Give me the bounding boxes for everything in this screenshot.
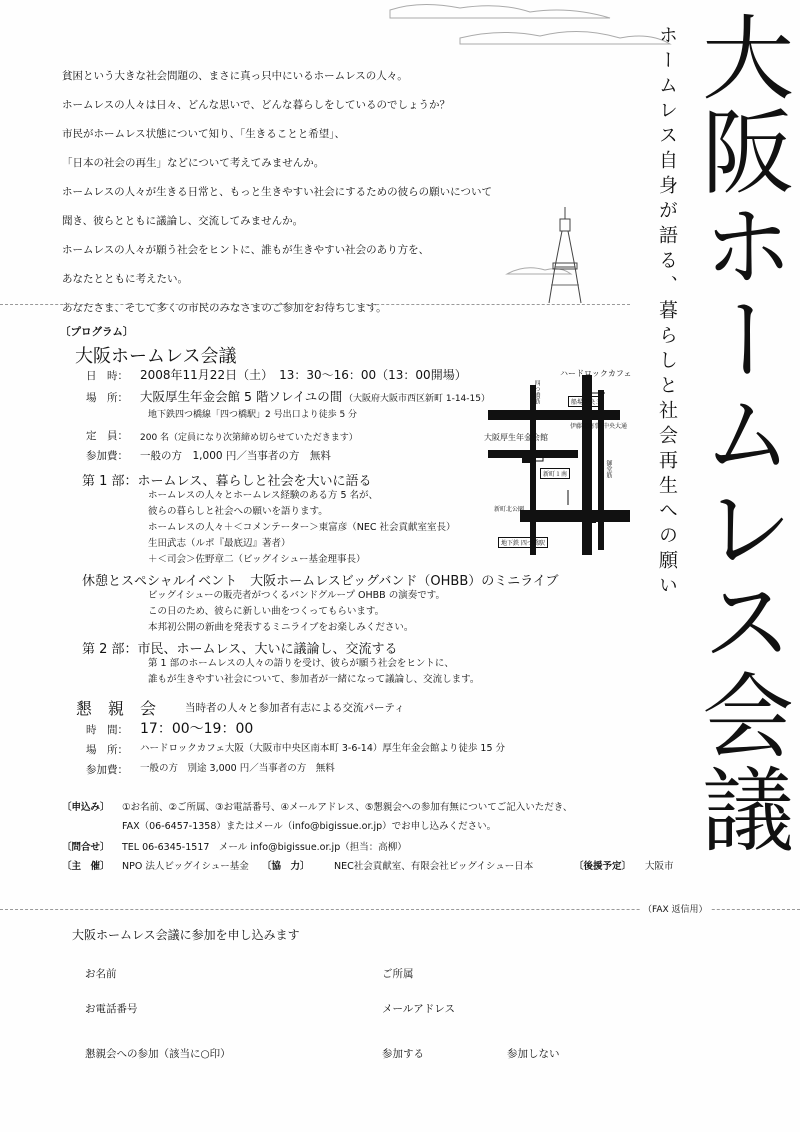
map-hall: 大阪厚生年金会館 (484, 433, 548, 442)
text-line: 本邦初公開の新曲を発表するミニライブをお楽しみください。 (148, 622, 414, 633)
text-line: この日のため、彼らに新しい曲をつくってもらいます。 (148, 606, 385, 617)
main-title: 大阪ホームレス会議 (687, 10, 794, 856)
intro-line: 聞き、彼らとともに議論し、交流してみませんか。 (62, 215, 304, 227)
break-title: 休憩とスペシャルイベント 大阪ホームレスビッグバンド（OHBB）のミニライブ (82, 574, 559, 589)
inquiry-label: 〔問合せ〕 (62, 842, 110, 853)
clouds-illustration (380, 0, 680, 70)
fax-tag: （FAX 返信用） (640, 902, 711, 915)
host-value: NPO 法人ビッグイシュー基金 (122, 861, 249, 872)
map-ito: 伊藤忠商事 (570, 423, 601, 430)
part2-title: 第 2 部：市民、ホームレス、大いに議論し、交流する (82, 642, 398, 657)
coop-value: NEC社会貢献室、有限会社ビッグイシュー日本 (334, 861, 534, 872)
text-line: 生田武志（ルポ『最底辺』著者） (148, 538, 291, 549)
support-label: 〔後援予定〕 (574, 861, 632, 872)
party-time-label: 時 間： (86, 724, 128, 736)
map-shinmachi: 新町１南 (540, 468, 570, 479)
text-line: ホームレスの人々とホームレス経験のある方 5 名が、 (148, 490, 379, 501)
text-line: ビッグイシューの販売者がつくるバンドグループ OHBB の演奏です。 (148, 590, 445, 601)
date-value: 2008年11月22日（土） 13：30〜16：00（13：00開場） (140, 368, 467, 382)
map-midosuji: 御堂筋 (605, 460, 612, 478)
intro-line: あなたとともに考えたい。 (62, 273, 188, 285)
tower-illustration (545, 205, 585, 305)
text-line: 彼らの暮らしと社会への願いを語ります。 (148, 506, 328, 517)
apply-line2: FAX（06-6457-1358）またはメール（info@bigissue.or.jp）でお申し込みください。 (122, 821, 497, 832)
part1-body (148, 488, 455, 568)
intro-line: ホームレスの人々が願う社会をヒントに、誰もが生きやすい社会のあり方を、 (62, 244, 430, 256)
party-place-value: ハードロックカフェ大阪（大阪市中央区南本町 3-6-14）厚生年金会館より徒歩 15 分 (140, 743, 506, 754)
host-label: 〔主 催〕 (62, 861, 110, 872)
form-heading: 大阪ホームレス会議に参加を申し込みます (72, 928, 300, 942)
apply-line1: ①お名前、②ご所属、③お電話番号、④メールアドレス、⑤懇親会への参加有無についてご記入いただき、 (122, 802, 573, 813)
date-label: 日 時： (86, 370, 128, 382)
place-value: 大阪厚生年金会館 5 階ソレイユの間 (140, 389, 343, 404)
map-yotsuhashi: 四つ橋筋 (533, 380, 540, 404)
intro-line: ホームレスの人々は日々、どんな思いで、どんな暮らしをしているのでしょうか？ (62, 99, 450, 111)
coop-label: 〔協 力〕 (262, 861, 310, 872)
program-label: 〔プログラム〕 (60, 326, 134, 338)
map-funaba: 船場中央３ (568, 396, 604, 407)
part1-title: 第 1 部：ホームレス、暮らしと社会を大いに語る (82, 474, 372, 489)
apply-label: 〔申込み〕 (62, 802, 110, 813)
text-line: ホームレスの人々＋＜コメンテーター＞東富彦（NEC 社会貢献室室長） (148, 522, 456, 533)
party-title: 懇 親 会 (76, 699, 157, 718)
email-field[interactable]: メールアドレス (382, 1003, 455, 1015)
map-park: 新町北公園 (494, 506, 525, 513)
party-place-label: 場 所： (86, 744, 128, 756)
org-field[interactable]: ご所属 (382, 968, 414, 980)
inquiry-value: TEL 06-6345-1517 メール info@bigissue.or.jp（担当：高柳） (122, 842, 407, 853)
subtitle: ホームレス自身が語る、暮らしと社会再生への願い (656, 25, 678, 600)
intro-line: 市民がホームレス状態について知り、「生きることと希望」、 (62, 128, 345, 140)
intro-line: 「日本の社会の再生」などについて考えてみませんか。 (62, 157, 325, 169)
divider (0, 304, 630, 305)
phone-field[interactable]: お電話番号 (85, 1003, 138, 1015)
break-body (148, 588, 445, 636)
access-map (480, 355, 640, 555)
intro-line: 貧困という大きな社会問題の、まさに真っ只中にいるホームレスの人々。 (62, 70, 408, 82)
text-line: 誰もが生きやすい社会について、参加者が一緒になって議論し、交流します。 (148, 674, 480, 685)
capacity-value: 200 名（定員になり次第締め切らせていただきます） (140, 433, 358, 443)
support-value: 大阪市 (645, 861, 674, 872)
party-fee-label: 参加費： (86, 764, 128, 776)
access: 地下鉄四つ橋線「四つ橋駅」2 号出口より徒歩 5 分 (148, 410, 358, 420)
part2-body (148, 656, 479, 688)
text-line: 第 1 部のホームレスの人々の語りを受け、彼らが願う社会をヒントに、 (148, 658, 454, 669)
place-label: 場 所： (86, 392, 128, 404)
intro-line: ホームレスの人々が生きる日常と、もっと生きやすい社会にするための彼らの願いについて (62, 186, 492, 198)
map-station: 地下鉄 四つ橋駅 (498, 537, 548, 548)
not-attend-option[interactable]: 参加しない (507, 1048, 560, 1060)
party-field: 懇親会への参加（該当に○印） (85, 1048, 231, 1060)
map-hardrock: ハードロックカフェ (560, 369, 632, 378)
fee-label: 参加費： (86, 450, 128, 462)
capacity-label: 定 員： (86, 430, 128, 442)
text-line: ＋＜司会＞佐野章二（ビッグイシュー基金理事長） (148, 554, 366, 565)
party-desc: 当時者の人々と参加者有志による交流パーティ (185, 702, 405, 714)
party-time-value: 17：00〜19：00 (140, 721, 254, 737)
intro-text (62, 62, 492, 323)
place-address: （大阪府大阪市西区新町 1-14-15） (344, 394, 490, 404)
fee-value: 一般の方 1,000 円／当事者の方 無料 (140, 450, 331, 462)
intro-line: あなたさま、そして多くの市民のみなさまのご参加をお待ちします。 (62, 302, 387, 314)
party-fee-value: 一般の方 別途 3,000 円／当事者の方 無料 (140, 763, 335, 774)
attend-option[interactable]: 参加する (382, 1048, 424, 1060)
map-chuo: 中央大通 (603, 423, 628, 430)
event-title: 大阪ホームレス会議 (75, 346, 237, 367)
name-field[interactable]: お名前 (85, 968, 117, 980)
